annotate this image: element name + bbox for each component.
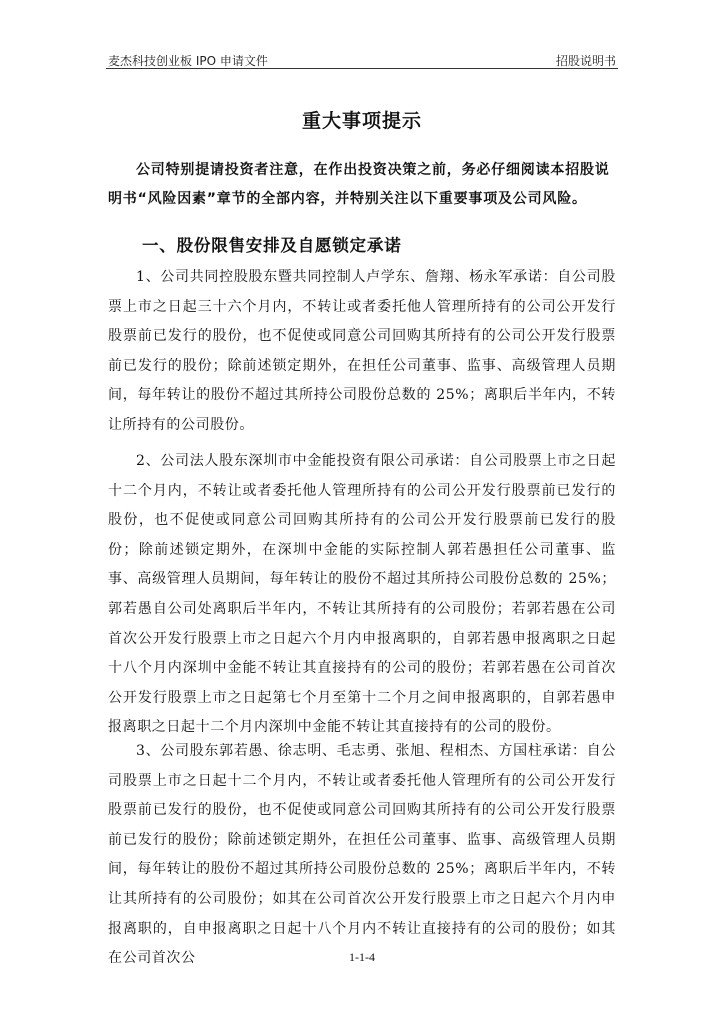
page-title: 重大事项提示 — [301, 110, 422, 132]
page-number: 1-1-4 — [349, 950, 375, 964]
header-document-type: 招股说明书 — [555, 54, 616, 68]
paragraph-2: 2、公司法人股东深圳市中金能投资有限公司承诺：自公司股票上市之日起十二个月内，不转让或者委托他人管理所持有的公司公开发行股票前已发行的股份，也不促使或同意公司回购其所持有的公司公开发行股票前已发行的股份；除前述锁定期外，在深圳中金能的实际控制人郭若愚担任公司董事、监事、高级管理人员期间，每年转让的股份不超过其所持公司股份总数的 25%；郭若愚自公司处离职后半年内，不转让其所持有的公司股份；若郭若愚在公司首次公开发行股票上市之日起六个月内申报离职的，自郭若愚申报离职之日起十八个月内深圳中金能不转让其直接持有的公司的股份；若郭若愚在公司首次公开发行股票上市之日起第七个月至第十二个月之间申报离职的，自郭若愚申报离职之日起十二个月内深圳中金能不转让其直接持有的公司的股份。 — [108, 453, 616, 736]
section-heading: 一、股份限售安排及自愿锁定承诺 — [142, 236, 402, 255]
header-document-name: 麦杰科技创业板 IPO 申请文件 — [108, 54, 268, 68]
header-rule — [106, 68, 618, 69]
important-notice: 公司特别提请投资者注意，在作出投资决策之前，务必仔细阅读本招股说明书“风险因素”章节的全部内容，并特别关注以下重要事项及公司风险。 — [108, 162, 610, 207]
paragraph-3: 3、公司股东郭若愚、徐志明、毛志勇、张旭、程相杰、方国柱承诺：自公司股票上市之日起十二个月内，不转让或者委托他人管理所有的公司公开发行股票前已发行的股份，也不促使或同意公司回购其所持有的公司公开发行股票前已发行的股份；除前述锁定期外，在担任公司董事、监事、高级管理人员期间，每年转让的股份不超过其所持公司股份总数的 25%；离职后半年内，不转让其所持有的公司股份；如其在公司首次公开发行股票上市之日起六个月内申报离职的，自申报离职之日起十八个月内不转让直接持有的公司的股份；如其在公司首次公 — [108, 743, 616, 967]
paragraph-1: 1、公司共同控股股东暨共同控制人卢学东、詹翔、杨永军承诺：自公司股票上市之日起三十六个月内，不转让或者委托他人管理所持有的公司公开发行股票前已发行的股份，也不促使或同意公司回购其所持有的公司公开发行股票前已发行的股份；除前述锁定期外，在担任公司董事、监事、高级管理人员期间，每年转让的股份不超过其所持公司股份总数的 25%；离职后半年内，不转让所持有的公司股份。 — [108, 269, 616, 433]
